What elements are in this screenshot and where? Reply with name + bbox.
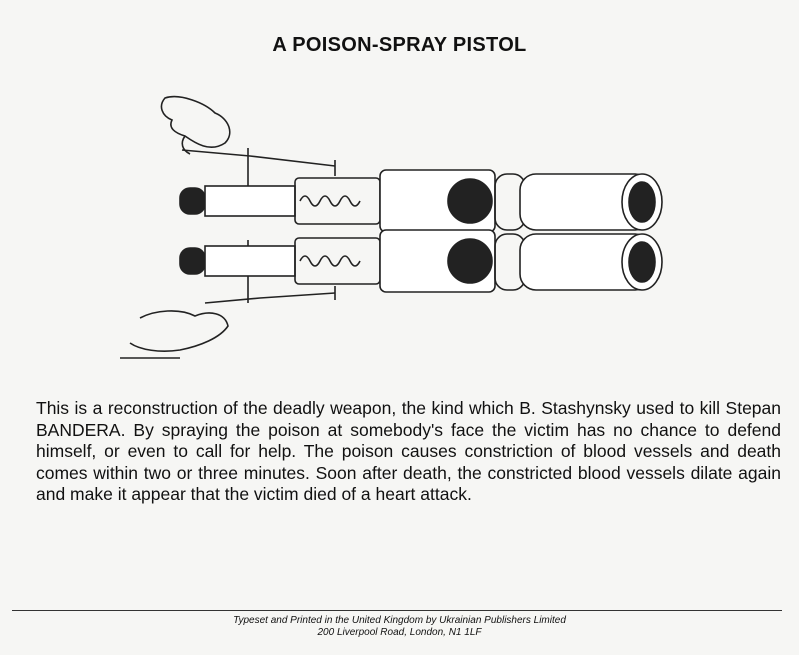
footer-address-line: 200 Liverpool Road, London, N1 1LF (317, 627, 482, 638)
footer-publisher-line: Typeset and Printed in the United Kingdom by Ukrainian Publishers Limited (233, 615, 566, 626)
description-paragraph: This is a reconstruction of the deadly weapon, the kind which B. Stashynsky used to kill Stepan BANDERA. By spraying the poison at somebody's face the victim has no chance to defend himself, or even to call for help. The poison causes constriction of blood vessels and death comes within two or three minutes. Soon after death, the constricted blood vessels dilate again and make it appear that the victim died of a heart attack. (36, 398, 781, 504)
page-title: A POISON-SPRAY PISTOL (272, 34, 527, 56)
poison-pistol-illustration (110, 88, 690, 373)
publisher-footer (0, 615, 799, 639)
footer-divider (12, 610, 782, 611)
